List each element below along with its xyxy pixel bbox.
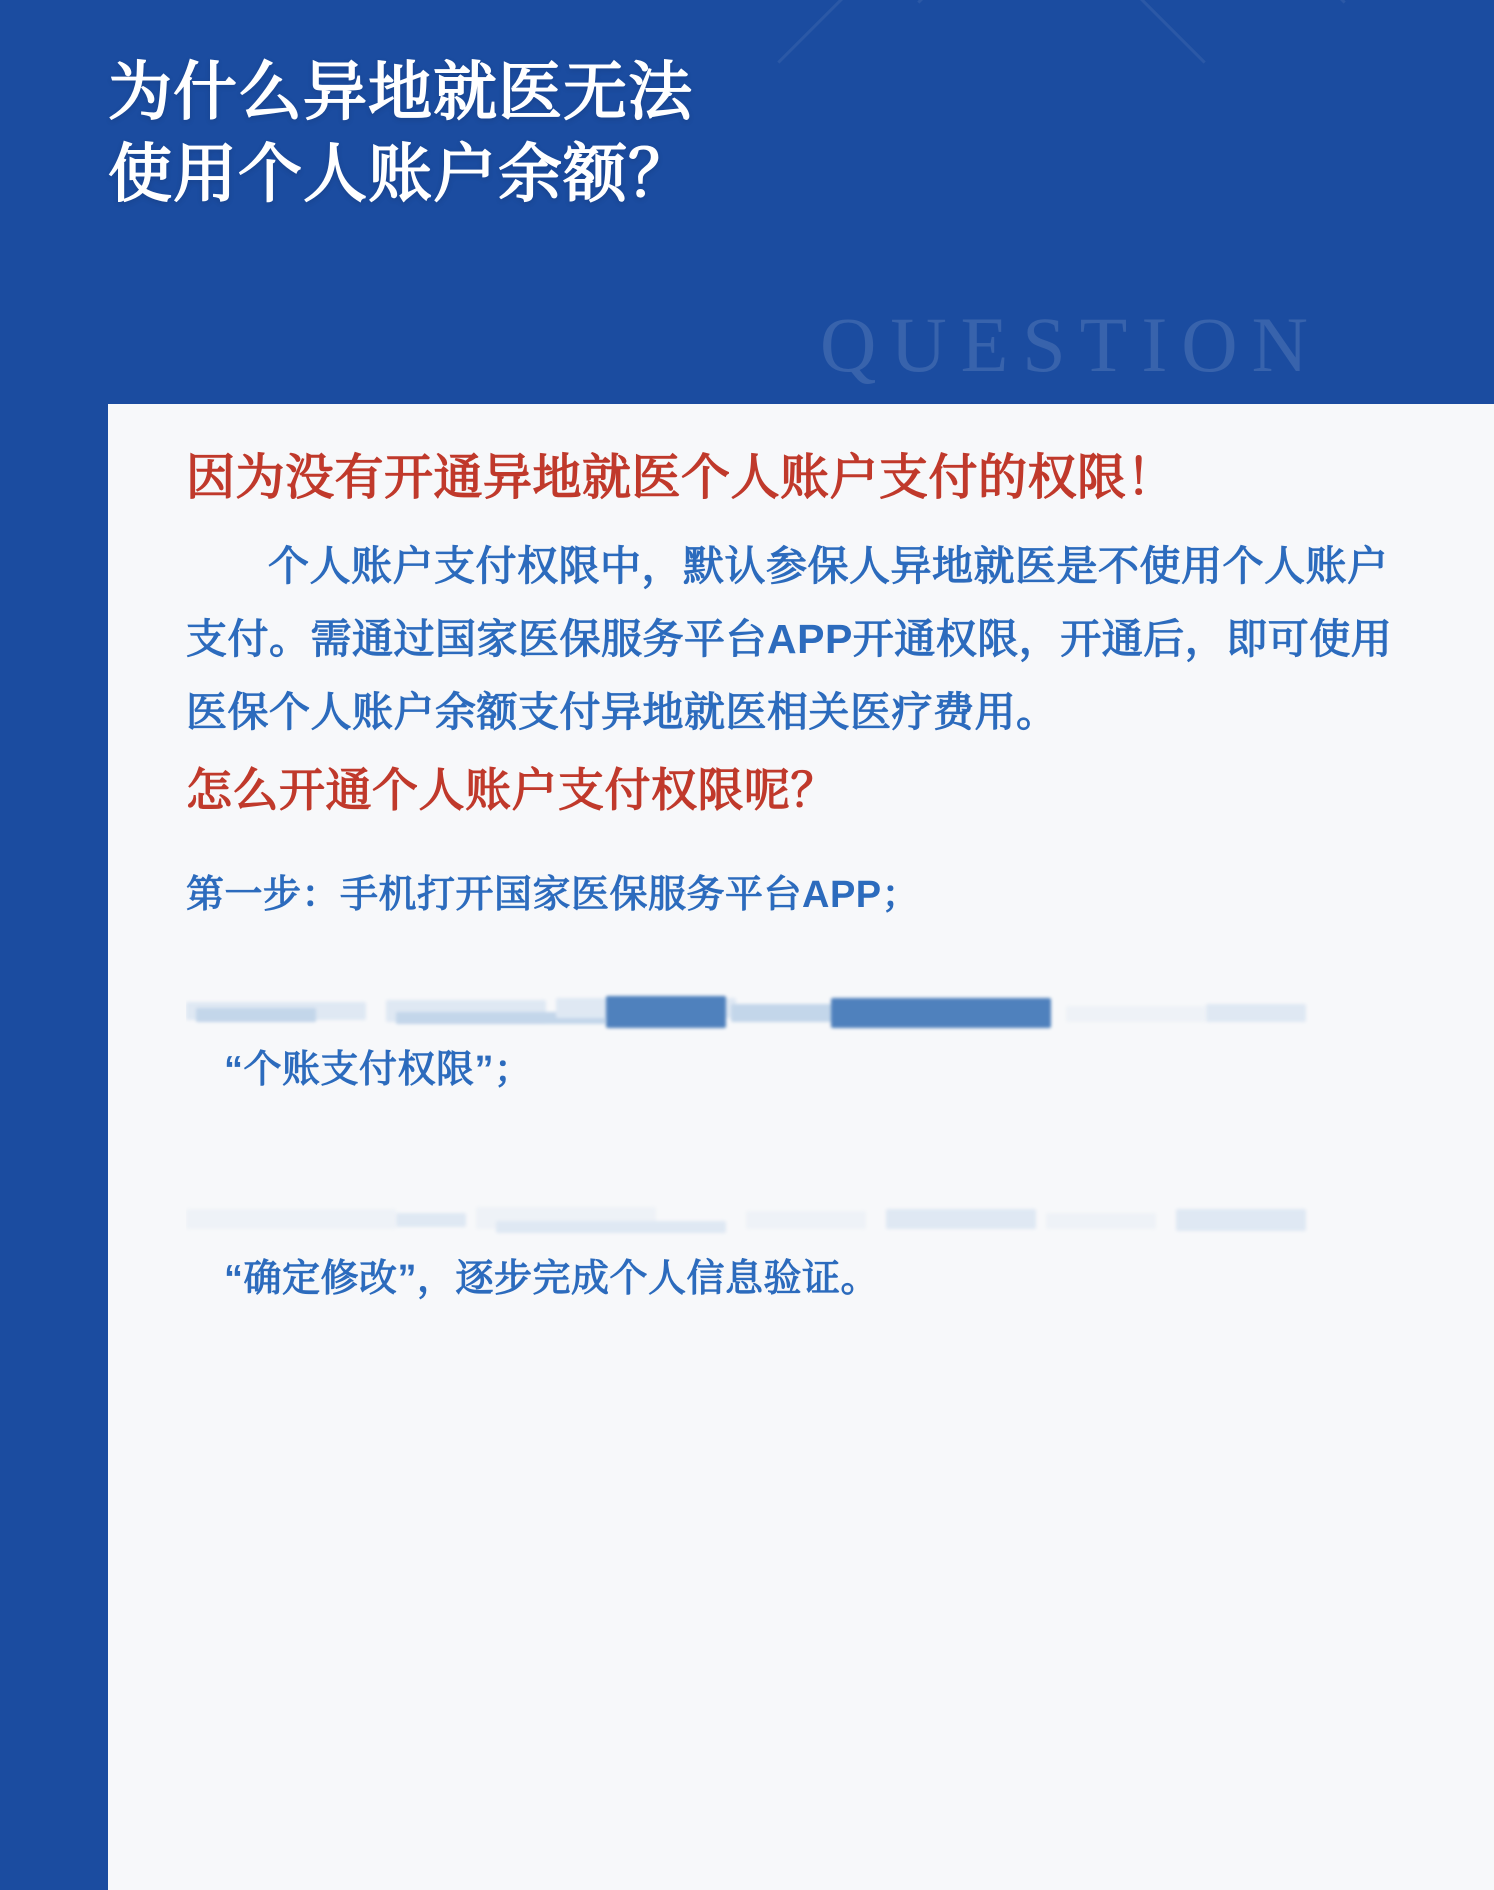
answer-paragraph: 个人账户支付权限中，默认参保人异地就医是不使用个人账户支付。需通过国家医保服务平台APP开通权限，开通后，即可使用医保个人账户余额支付异地就医相关医疗费用。 (186, 542, 1393, 735)
watermark-text: QUESTION (820, 301, 1322, 388)
redacted-strip-step-2 (186, 986, 1424, 1032)
redacted-strip-step-3 (186, 1195, 1424, 1241)
step-3: “确定修改”，逐步完成个人信息验证。 (224, 1258, 880, 1301)
content-card (108, 404, 1494, 1890)
page-header (108, 52, 1208, 216)
step-2: “个账支付权限”； (224, 1049, 533, 1092)
step-1: 第一步：手机打开国家医保服务平台APP； (186, 874, 921, 917)
answer-heading: 因为没有开通异地就医个人账户支付的权限！ (186, 451, 1177, 505)
page-title (108, 52, 1208, 216)
page-title-line-1: 为什么异地就医无法 (108, 56, 693, 128)
spacer (186, 1115, 1424, 1177)
sub-question-heading: 怎么开通个人账户支付权限呢？ (186, 763, 837, 816)
page-title-line-2: 使用个人账户余额？ (108, 137, 693, 210)
spacer (186, 940, 1424, 968)
